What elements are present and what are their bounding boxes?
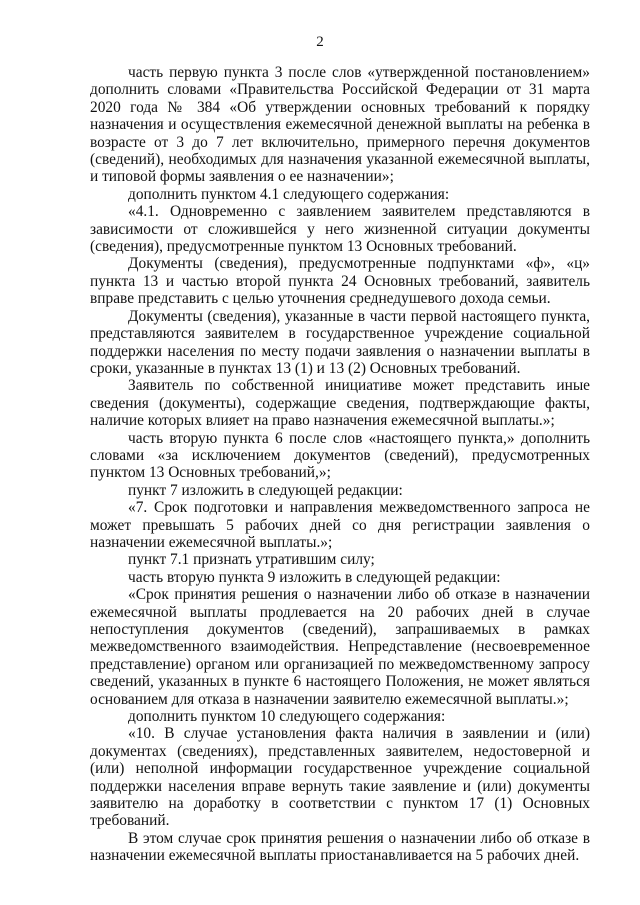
paragraph: Документы (сведения), предусмотренные подпунктами «ф», «ц» пункта 13 и частью второй пункта 24 Основных требований, заявитель вправе представить с целью уточнения среднедушевого дохода семьи. <box>90 255 590 308</box>
paragraph: «10. В случае установления факта наличия в заявлении и (или) документах (сведениях), представленных заявителем, недостоверной и (или) неполной информации государственное учреждение социальной поддержки населения вправе вернуть такие заявление и (или) документы заявителю на доработку в соответствии с пунктом 17 (1) Основных требований. <box>90 725 590 830</box>
paragraph: «7. Срок подготовки и направления межведомственного запроса не может превышать 5 рабочих дней со дня регистрации заявления о назначении ежемесячной выплаты.»; <box>90 499 590 551</box>
paragraph: «Срок принятия решения о назначении либо об отказе в назначении ежемесячной выплаты продлевается на 20 рабочих дней в случае непоступления документов (сведений), запрашиваемых в рамках межведомственного взаимодействия. Непредставление (несвоевременное представление) органом или организацией по межведомственному запросу сведений, указанных в пункте 6 настоящего Положения, не может являться основанием для отказа в назначении заявителю ежемесячной выплаты.»; <box>90 586 590 708</box>
paragraph: часть вторую пункта 6 после слов «настоящего пункта,» дополнить словами «за исключением документов (сведений), предусмотренных пунктом 13 Основных требований,»; <box>90 429 590 482</box>
document-body <box>90 64 590 865</box>
paragraph: дополнить пунктом 10 следующего содержания: <box>128 708 446 726</box>
paragraph: пункт 7.1 признать утратившим силу; <box>128 551 375 569</box>
paragraph: часть первую пункта 3 после слов «утвержденной постановлением» дополнить словами «Правительства Российской Федерации от 31 марта 2020 года № 384 «Об утверждении основных требований к порядку назначения и осуществления ежемесячной денежной выплаты на ребенка в возрасте от 3 до 7 лет включительно, примерного перечня документов (сведений), необходимых для назначения указанной ежемесячной выплаты, и типовой формы заявления о ее назначении»; <box>90 64 590 186</box>
paragraph: «4.1. Одновременно с заявлением заявителем представляются в зависимости от сложившейся у него жизненной ситуации документы (сведения), предусмотренные пунктом 13 Основных требований. <box>90 203 590 256</box>
paragraph: пункт 7 изложить в следующей редакции: <box>128 481 403 499</box>
paragraph: Документы (сведения), указанные в части первой настоящего пункта, представляются заявителем в государственное учреждение социальной поддержки населения по месту подачи заявления о назначении выплаты в сроки, указанные в пунктах 13 (1) и 13 (2) Основных требований. <box>90 307 590 377</box>
paragraph: часть вторую пункта 9 изложить в следующей редакции: <box>128 568 501 586</box>
paragraph: дополнить пунктом 4.1 следующего содержания: <box>128 185 450 203</box>
paragraph: В этом случае срок принятия решения о назначении либо об отказе в назначении ежемесячной выплаты приостанавливается на 5 рабочих дней. <box>90 829 590 865</box>
paragraph: Заявитель по собственной инициативе может представить иные сведения (документы), содержащие сведения, подтверждающие факты, наличие которых влияет на право назначения ежемесячной выплаты.»; <box>90 377 590 430</box>
page-number: 2 <box>316 34 324 50</box>
